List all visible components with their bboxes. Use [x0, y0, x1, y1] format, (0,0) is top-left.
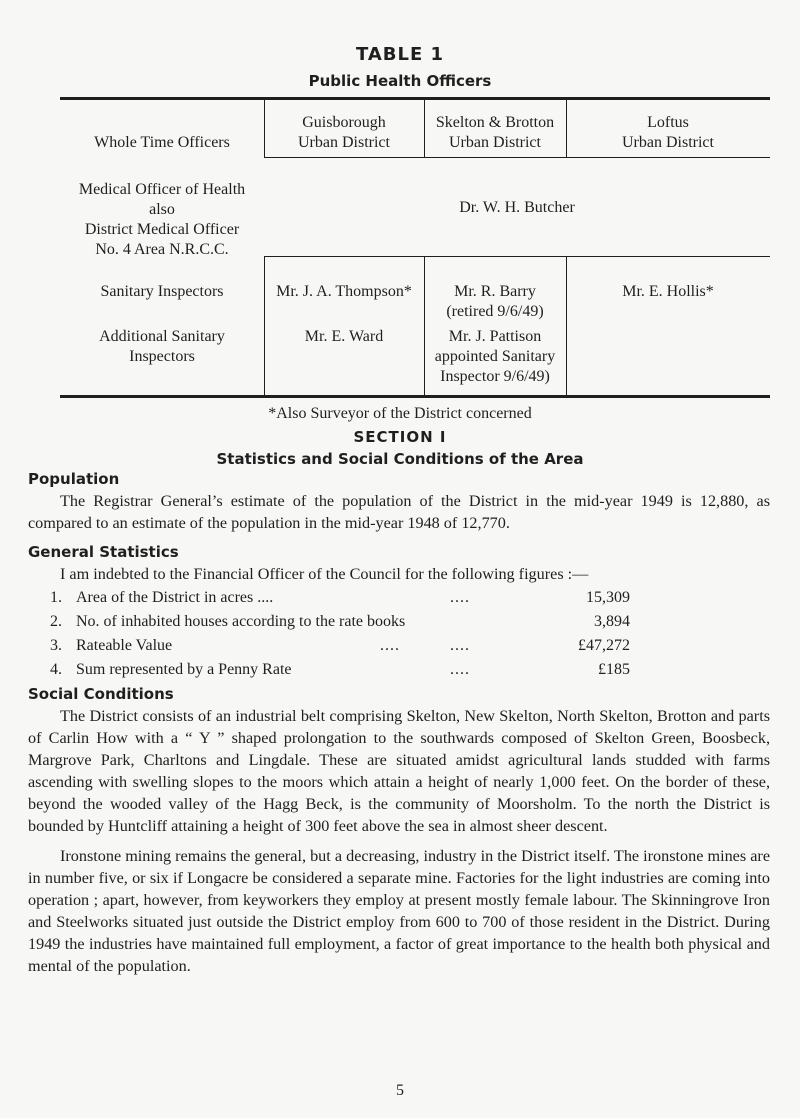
table-vline-4: [264, 256, 265, 395]
medical-officer-name: Dr. W. H. Butcher: [459, 199, 575, 216]
stat-value: 3,894: [594, 613, 630, 630]
population-paragraph: [28, 490, 770, 534]
additional-skelton-line2: appointed Sanitary: [434, 348, 556, 365]
table-footnote: *Also Surveyor of the District concerned: [268, 405, 532, 422]
medical-label-line1: Medical Officer of Health: [78, 181, 246, 198]
table-subtitle: Public Health Officers: [308, 72, 492, 90]
additional-skelton: [424, 327, 566, 387]
stat-label: Sum represented by a Penny Rate: [76, 661, 292, 678]
section-title: SECTION I: [353, 428, 447, 446]
sanitary-loftus: Mr. E. Hollis*: [622, 283, 714, 300]
stat-label: No. of inhabited houses according to the rate books: [76, 613, 406, 630]
sanitary-label: Sanitary Inspectors: [100, 283, 224, 300]
medical-label-line2: also: [149, 201, 175, 218]
header-whole-time: Whole Time Officers: [94, 134, 230, 151]
stat-value: £185: [598, 661, 630, 678]
stat-value: 15,309: [586, 589, 630, 606]
stat-dots-2: ....: [450, 637, 470, 654]
table-vline-6: [566, 256, 567, 395]
general-statistics-intro-block: [28, 563, 770, 585]
stat-label: Area of the District in acres ....: [76, 589, 274, 606]
general-statistics-heading: General Statistics: [28, 543, 179, 561]
social-conditions-heading: Social Conditions: [28, 685, 174, 703]
additional-skelton-line3: Inspector 9/6/49): [440, 368, 550, 385]
table-bottom-rule: [60, 395, 770, 398]
page-number: 5: [396, 1082, 404, 1099]
sanitary-skelton-line2: (retired 9/6/49): [446, 303, 544, 320]
population-heading: Population: [28, 470, 120, 488]
additional-skelton-line1: Mr. J. Pattison: [448, 328, 542, 345]
stat-number: 1.: [50, 589, 62, 606]
stat-number: 3.: [50, 637, 62, 654]
stat-number: 2.: [50, 613, 62, 630]
sanitary-guisborough: Mr. J. A. Thompson*: [276, 283, 412, 300]
header-skelton-line1: Skelton & Brotton: [435, 114, 555, 131]
stat-label: Rateable Value: [76, 637, 173, 654]
medical-label-line4: No. 4 Area N.R.C.C.: [95, 241, 229, 258]
additional-guisborough: Mr. E. Ward: [304, 328, 384, 345]
header-loftus-line1: Loftus: [647, 114, 689, 131]
social-paragraph-2: Ironstone mining remains the general, but a decreasing, industry in the District itself. The ironstone mines are in number five, or six if Longacre be considered a separate mine. Factories for the light industries are coming into operation ; apart, however, from keyworkers they employ at present mostly female labour. The Skinningrove Iron and Steelworks situated just outside the District employ from 600 to 700 of those resident in the District. During 1949 the industries have maintained full employment, a factor of great importance to the health both physical and mental of the population.: [28, 847, 770, 975]
section-subtitle: Statistics and Social Conditions of the Area: [216, 450, 584, 468]
additional-label: [60, 327, 264, 367]
additional-label-line1: Additional Sanitary: [99, 328, 225, 345]
stat-dots: ....: [450, 589, 470, 606]
stat-number: 4.: [50, 661, 62, 678]
header-loftus: [566, 113, 770, 153]
medical-label-line3: District Medical Officer: [84, 221, 240, 238]
sanitary-skelton: [424, 282, 566, 322]
stat-row-3: [50, 637, 630, 661]
social-conditions-body: [28, 705, 770, 977]
stat-dots: ....: [380, 637, 400, 654]
stat-dots: ....: [450, 661, 470, 678]
population-text: The Registrar General’s estimate of the population of the District in the mid-year 1949 is 12,880, as compared to an estimate of the population in the mid-year 1948 of 12,770.: [28, 492, 770, 532]
table-title: TABLE 1: [355, 44, 445, 65]
medical-officer-label: [60, 180, 264, 260]
header-loftus-line2: Urban District: [622, 134, 714, 151]
general-statistics-intro: I am indebted to the Financial Officer of the Council for the following figures :—: [60, 565, 589, 583]
stat-value: £47,272: [578, 637, 630, 654]
header-guisborough-line2: Urban District: [298, 134, 390, 151]
social-paragraph-1: The District consists of an industrial belt comprising Skelton, New Skelton, North Skelton, Brotton and parts of Carlin How with a “ Y ” shaped prolongation to the southwards composed of Skelton Green, Boosbeck, Margrove Park, Charltons and Lingdale. These are situated amidst agricultural lands studded with farms ascending with swelling slopes to the moors which attain a height of nearly 1,000 feet. On the border of these, beyond the wooded valley of the Hagg Beck, is the community of Moorsholm. To the north the District is bounded by Huntcliff attaining a height of 300 feet above the sea in almost sheer descent.: [28, 707, 770, 835]
additional-label-line2: Inspectors: [129, 348, 195, 365]
sanitary-skelton-line1: Mr. R. Barry: [454, 283, 536, 300]
header-skelton: [424, 113, 566, 153]
stat-row-2: [50, 613, 630, 637]
header-guisborough: [264, 113, 424, 153]
medical-bottom-rule: [264, 256, 770, 257]
stat-row-1: [50, 589, 630, 613]
header-skelton-line2: Urban District: [449, 134, 541, 151]
header-guisborough-line1: Guisborough: [302, 114, 386, 131]
header-bottom-rule: [264, 157, 770, 158]
table-top-rule: [60, 97, 770, 100]
stat-row-4: [50, 661, 630, 685]
